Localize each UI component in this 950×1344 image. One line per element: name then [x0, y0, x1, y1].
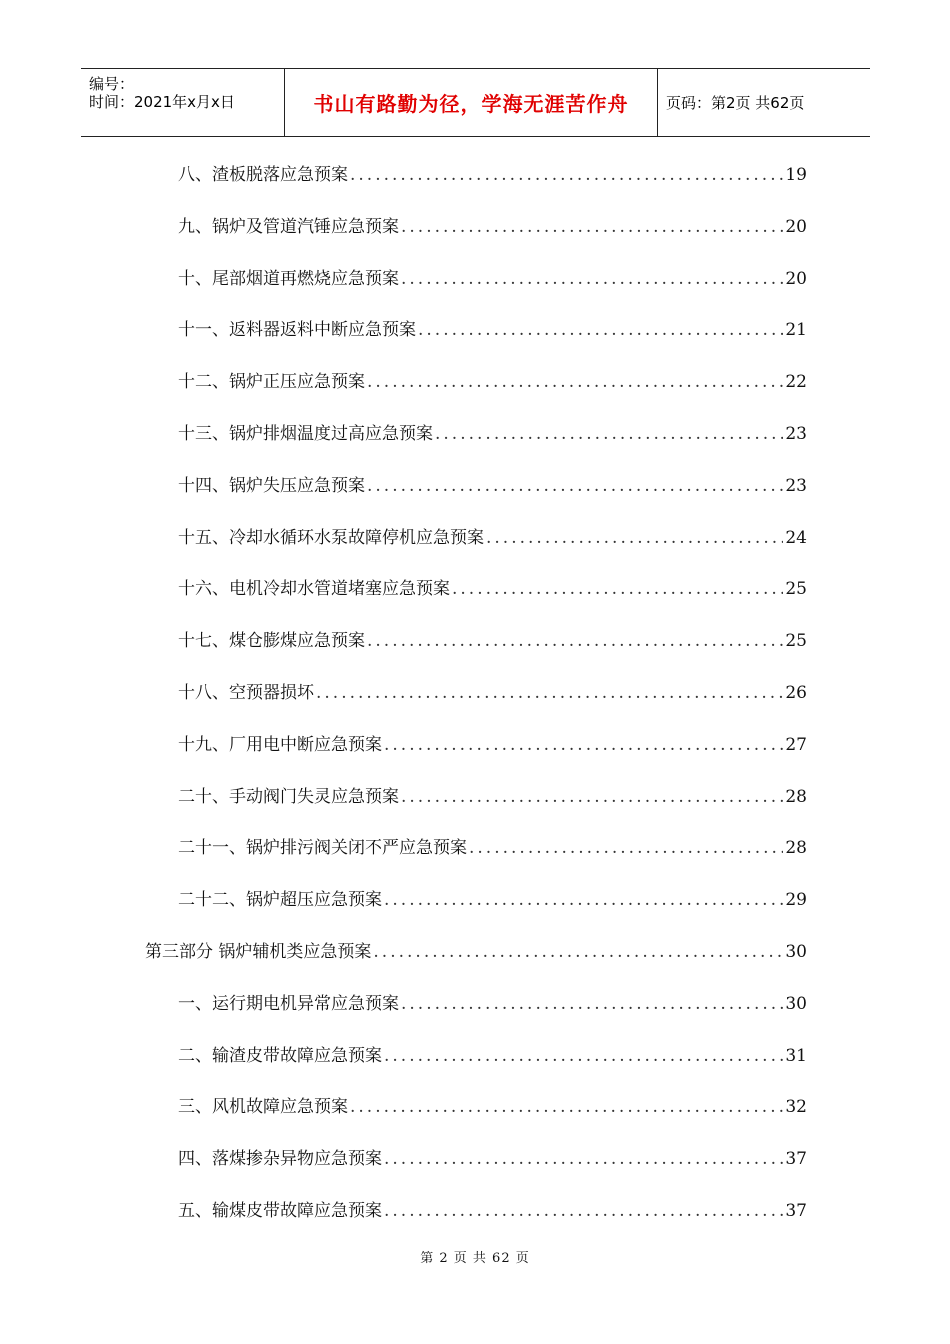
toc-entry[interactable] [178, 885, 807, 909]
toc-entry-title: 十二、锅炉正压应急预案 [178, 372, 365, 392]
toc-entry-page: 23 [785, 424, 807, 444]
header-page-info: 页码：第2页 共62页 [666, 94, 805, 112]
toc-entry-page: 25 [785, 631, 807, 651]
toc-dot-leader [384, 735, 783, 755]
toc-dot-leader [367, 631, 783, 651]
toc-dot-leader [367, 372, 783, 392]
toc-entry-title: 十九、厂用电中断应急预案 [178, 735, 382, 755]
toc-entry[interactable] [178, 1041, 807, 1065]
toc-entry-page: 31 [785, 1046, 807, 1066]
toc-dot-leader [486, 528, 783, 548]
toc-dot-leader [452, 579, 783, 599]
toc-entry-title: 四、落煤掺杂异物应急预案 [178, 1149, 382, 1169]
header-motto: 书山有路勤为径，学海无涯苦作舟 [313, 92, 629, 116]
toc-entry[interactable] [178, 471, 807, 495]
toc-entry[interactable] [145, 937, 807, 961]
toc-entry-page: 32 [785, 1097, 807, 1117]
toc-entry-page: 28 [785, 787, 807, 807]
toc-entry-page: 23 [785, 476, 807, 496]
toc-dot-leader [401, 994, 783, 1014]
toc-entry-page: 37 [785, 1149, 807, 1169]
toc-entry-title: 五、输煤皮带故障应急预案 [178, 1201, 382, 1221]
toc-entry-page: 27 [785, 735, 807, 755]
toc-entry-page: 28 [785, 838, 807, 858]
toc-entry-title: 二十、手动阀门失灵应急预案 [178, 787, 399, 807]
toc-entry[interactable] [178, 523, 807, 547]
toc-entry-title: 一、运行期电机异常应急预案 [178, 994, 399, 1014]
toc-entry[interactable] [178, 1144, 807, 1168]
toc-entry-title: 二十一、锅炉排污阀关闭不严应急预案 [178, 838, 467, 858]
toc-dot-leader [418, 320, 783, 340]
toc-entry-title: 十七、煤仓膨煤应急预案 [178, 631, 365, 651]
toc-entry[interactable] [178, 264, 807, 288]
toc-dot-leader [401, 217, 783, 237]
toc-dot-leader [350, 1097, 783, 1117]
toc-entry[interactable] [178, 678, 807, 702]
toc-dot-leader [367, 476, 783, 496]
toc-entry[interactable] [178, 419, 807, 443]
toc-entry-page: 30 [785, 994, 807, 1014]
toc-entry-title: 二、输渣皮带故障应急预案 [178, 1046, 382, 1066]
toc-entry[interactable] [178, 367, 807, 391]
toc-dot-leader [384, 890, 783, 910]
toc-entry[interactable] [178, 989, 807, 1013]
toc-entry[interactable] [178, 160, 807, 184]
toc-entry[interactable] [178, 1196, 807, 1220]
toc-entry[interactable] [178, 626, 807, 650]
toc-entry-title: 八、渣板脱落应急预案 [178, 165, 348, 185]
toc-dot-leader [350, 165, 783, 185]
toc-dot-leader [435, 424, 783, 444]
toc-entry[interactable] [178, 782, 807, 806]
toc-entry-title: 三、风机故障应急预案 [178, 1097, 348, 1117]
toc-entry-page: 19 [785, 165, 807, 185]
toc-entry-page: 30 [785, 942, 807, 962]
toc-entry-page: 29 [785, 890, 807, 910]
toc-entry-title: 二十二、锅炉超压应急预案 [178, 890, 382, 910]
toc-entry-page: 37 [785, 1201, 807, 1221]
page-footer: 第 2 页 共 62 页 [420, 1251, 530, 1266]
document-date: 时间：2021年x月x日 [89, 93, 235, 111]
toc-entry-page: 26 [785, 683, 807, 703]
toc-dot-leader [384, 1046, 783, 1066]
document-number-label: 编号： [89, 75, 135, 93]
toc-entry-page: 24 [785, 528, 807, 548]
toc-entry[interactable] [178, 833, 807, 857]
toc-entry-page: 20 [785, 217, 807, 237]
toc-entry-page: 25 [785, 579, 807, 599]
toc-entry[interactable] [178, 574, 807, 598]
toc-entry-page: 20 [785, 269, 807, 289]
toc-dot-leader [384, 1201, 783, 1221]
toc-entry[interactable] [178, 315, 807, 339]
toc-entry-title: 十五、冷却水循环水泵故障停机应急预案 [178, 528, 484, 548]
toc-entry[interactable] [178, 730, 807, 754]
toc-entry-title: 九、锅炉及管道汽锤应急预案 [178, 217, 399, 237]
toc-entry-title: 十一、返料器返料中断应急预案 [178, 320, 416, 340]
toc-entry-title: 十六、电机冷却水管道堵塞应急预案 [178, 579, 450, 599]
toc-entry-title: 十四、锅炉失压应急预案 [178, 476, 365, 496]
toc-entry-title: 十八、空预器损坏 [178, 683, 314, 703]
toc-dot-leader [469, 838, 783, 858]
toc-entry-title: 十、尾部烟道再燃烧应急预案 [178, 269, 399, 289]
toc-dot-leader [401, 269, 783, 289]
toc-entry-title: 十三、锅炉排烟温度过高应急预案 [178, 424, 433, 444]
toc-dot-leader [373, 942, 783, 962]
toc-entry[interactable] [178, 212, 807, 236]
toc-dot-leader [316, 683, 783, 703]
toc-entry[interactable] [178, 1092, 807, 1116]
toc-entry-page: 21 [785, 320, 807, 340]
toc-dot-leader [401, 787, 783, 807]
toc-entry-page: 22 [785, 372, 807, 392]
toc-dot-leader [384, 1149, 783, 1169]
toc-entry-title: 第三部分 锅炉辅机类应急预案 [145, 942, 372, 962]
